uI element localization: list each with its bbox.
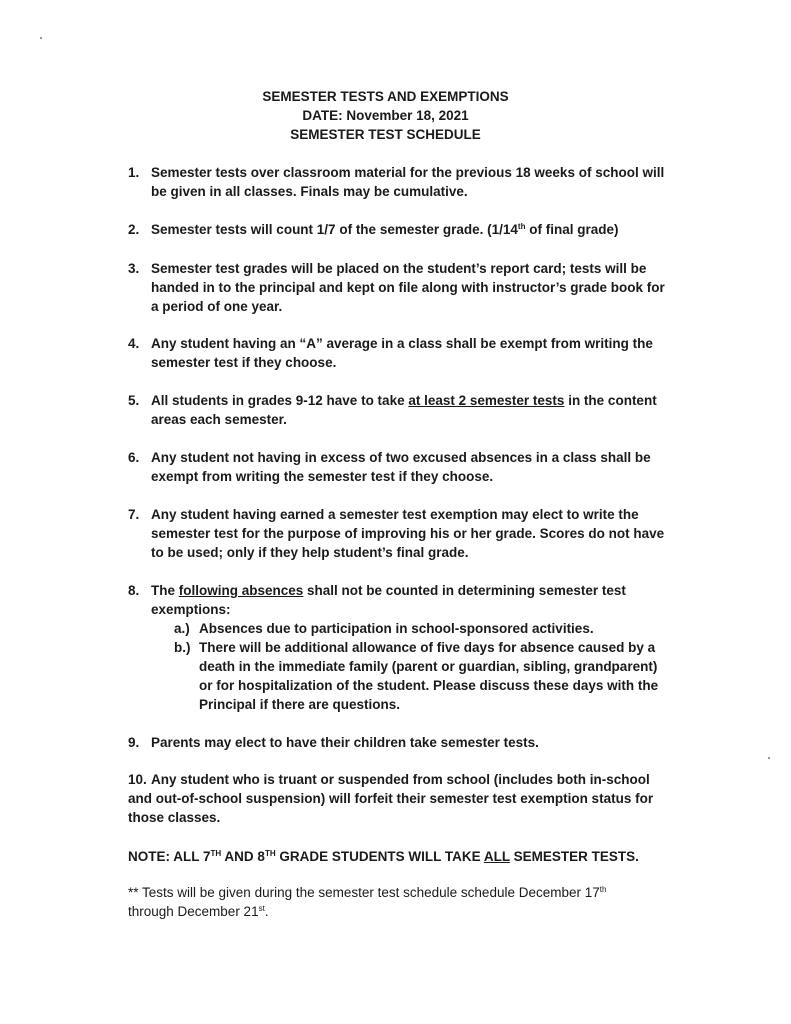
note-line (128, 847, 639, 866)
sub-item-letter: a.) (174, 621, 190, 636)
item-number: 9. (128, 735, 140, 750)
item-text: Semester tests over classroom material for the previous 18 weeks of school will be given in all classes. Finals may be cumulative. (151, 165, 665, 199)
footer-text: . (264, 904, 269, 919)
list-item (128, 448, 668, 486)
note-text: GRADE STUDENTS WILL TAKE (275, 849, 484, 864)
item-text: Parents may elect to have their children take semester tests. (151, 735, 539, 750)
item-text: Semester test grades will be placed on the student’s report card; tests will be handed in to the principal and kept on file along with instructor’s grade book for a period of one year. (151, 261, 665, 314)
underlined-text: at least 2 semester tests (408, 393, 565, 408)
list-item (128, 220, 668, 239)
sub-list-item (174, 619, 664, 638)
note-text: NOTE: ALL 7 (128, 849, 211, 864)
superscript: th (517, 222, 526, 231)
item-number: 3. (128, 261, 140, 276)
item-number: 7. (128, 507, 140, 522)
footer-text: ** Tests will be given during the semester test schedule schedule December 17 (128, 885, 600, 900)
item-text-part: of final grade) (525, 222, 619, 237)
item-text: Any student having an “A” average in a class shall be exempt from writing the semester test if they choose. (151, 336, 653, 370)
list-item (128, 391, 668, 429)
header-date: DATE: November 18, 2021 (302, 108, 469, 123)
sub-list-item (174, 638, 664, 714)
scan-speck (768, 757, 770, 759)
list-item (128, 581, 668, 619)
superscript: th (599, 885, 607, 894)
item-text-part: shall not be counted in determining semester test exemptions: (151, 583, 626, 617)
item-text-part: Semester tests will count 1/7 of the semester grade. (1/14 (151, 222, 518, 237)
item-text (151, 581, 668, 619)
sub-item-text: Absences due to participation in school-sponsored activities. (199, 621, 594, 636)
item-number: 4. (128, 336, 140, 351)
superscript: TH (210, 849, 222, 858)
item-number: 1. (128, 165, 140, 180)
list-item (128, 505, 668, 562)
list-item (128, 733, 668, 752)
underlined-text: following absences (178, 583, 304, 598)
item-text-part: The (151, 583, 179, 598)
item-number: 10. (128, 772, 147, 787)
item-text (128, 770, 668, 827)
list-item (128, 259, 668, 316)
list-item (128, 770, 668, 827)
item-text-part: in the content areas each semester. (151, 393, 657, 427)
item-text: Any student having earned a semester test exemption may elect to write the semester test for the purpose of improving his or her grade. Scores do not have to be used; only if they help student’s final grade. (151, 507, 665, 560)
sub-item-letter: b.) (174, 640, 191, 655)
superscript: TH (264, 849, 276, 858)
item-text (151, 391, 668, 429)
item-text: Any student not having in excess of two excused absences in a class shall be exempt from writing the semester test if they choose. (151, 450, 651, 484)
scan-speck (40, 37, 42, 39)
item-text-part: All students in grades 9-12 have to take (151, 393, 409, 408)
item-number: 8. (128, 583, 140, 598)
item-number: 5. (128, 393, 140, 408)
item-text-part: Any student who is truant or suspended from school (includes both in-school and out-of-school suspension) will forfeit their semester test exemption status for those classes. (128, 772, 654, 825)
header-title: SEMESTER TESTS AND EXEMPTIONS (262, 89, 509, 104)
note-text: SEMESTER TESTS. (509, 849, 639, 864)
header-subtitle: SEMESTER TEST SCHEDULE (290, 127, 481, 142)
superscript: st (258, 904, 265, 913)
underlined-text: ALL (483, 849, 510, 864)
document-header (0, 87, 771, 144)
item-text (151, 220, 668, 239)
footer-text: through December 21 (128, 904, 259, 919)
footer-note (128, 883, 658, 921)
note-text: AND 8 (221, 849, 265, 864)
list-item (128, 163, 668, 201)
sub-item-text: There will be additional allowance of five days for absence caused by a death in the immediate family (parent or guardian, sibling, grandparent) or for hospitalization of the student. Please discuss these days with the Principal if there are questions. (199, 640, 659, 712)
item-number: 2. (128, 222, 140, 237)
list-item (128, 334, 668, 372)
item-number: 6. (128, 450, 140, 465)
